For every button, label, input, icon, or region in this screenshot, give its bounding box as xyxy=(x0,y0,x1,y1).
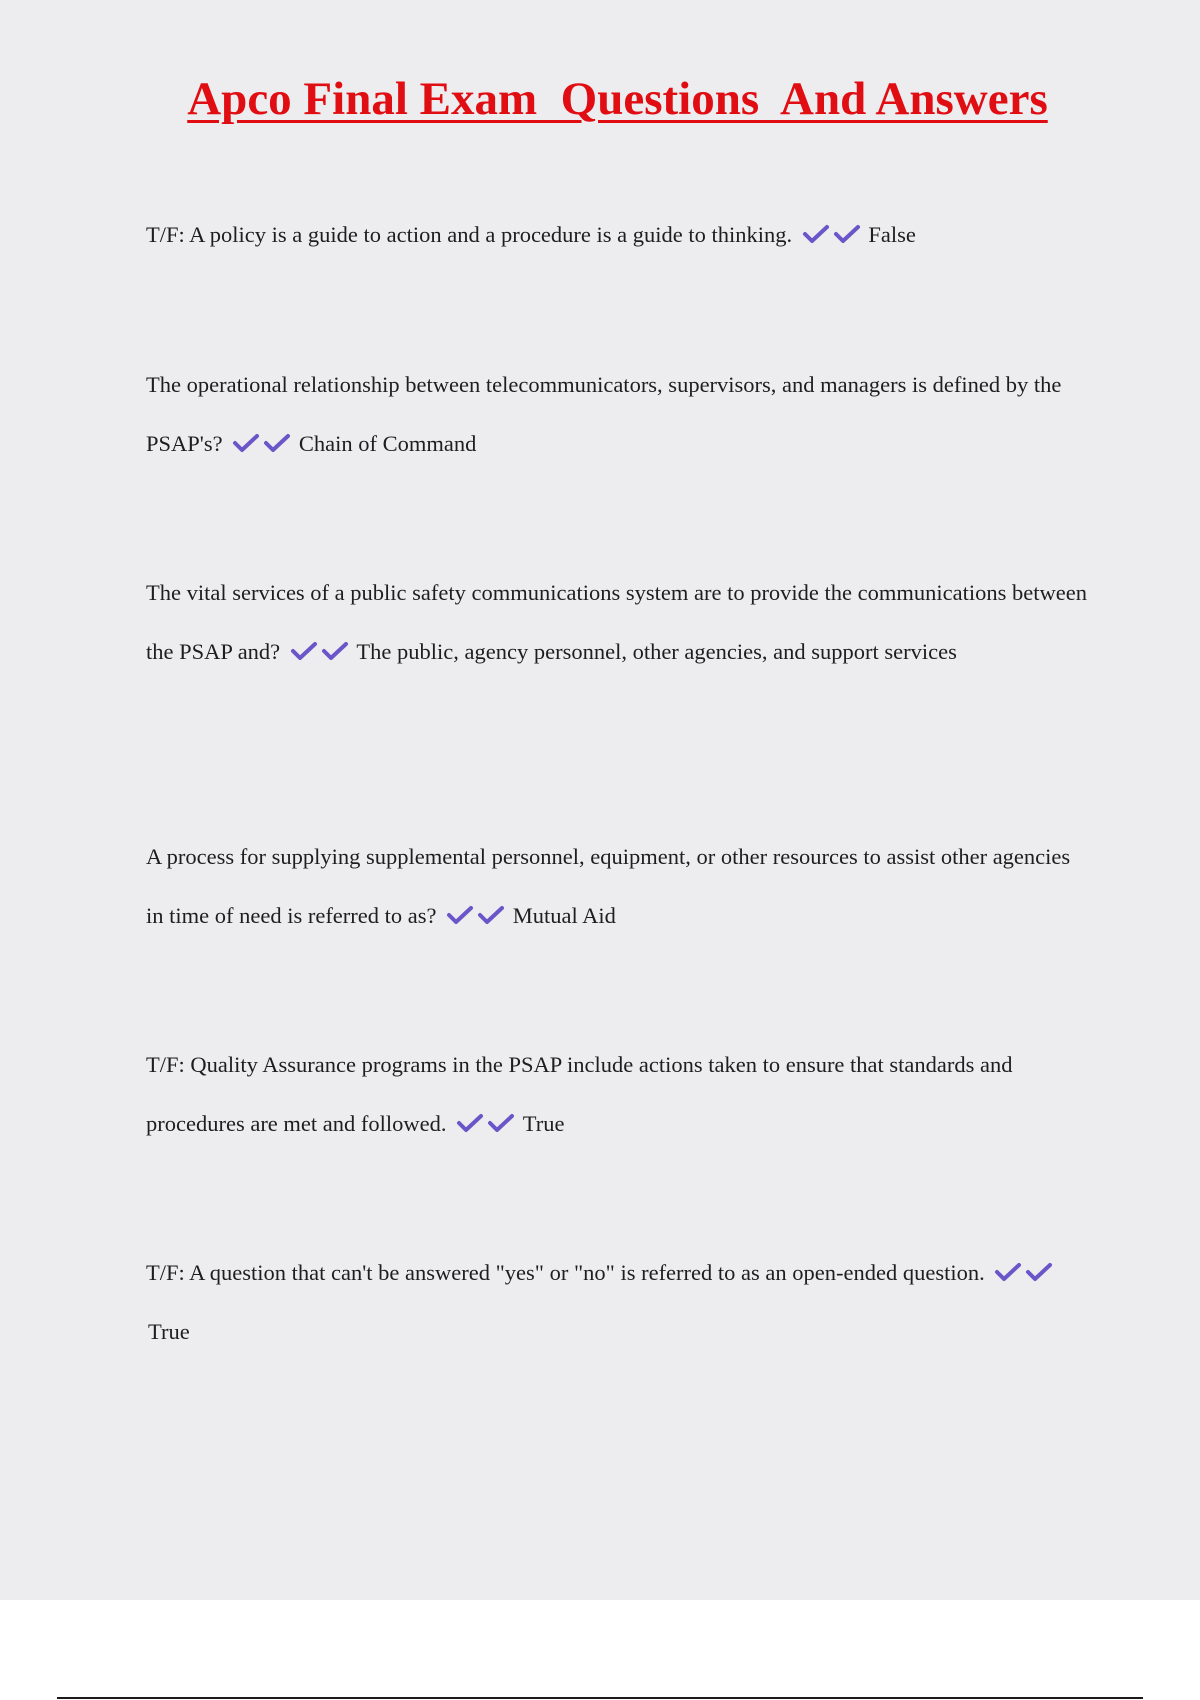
question-text: The operational relationship between telecommunicators, supervisors, and managers is defined by the PSAP's? xyxy=(146,372,1062,456)
answer-text: Chain of Command xyxy=(298,431,477,456)
checkmark-icon xyxy=(456,1113,484,1133)
question-text: T/F: A question that can't be answered "yes" or "no" is referred to as an open-ended question. xyxy=(146,1260,985,1285)
page-footer-rule xyxy=(57,1697,1143,1699)
document-title: Apco Final Exam Questions And Answers xyxy=(187,73,1048,125)
checkmark-icon xyxy=(290,641,318,661)
checkmark-icon xyxy=(321,641,349,661)
checkmark-icon xyxy=(994,1262,1022,1282)
question-text: The vital services of a public safety communications system are to provide the communications between the PSAP and? xyxy=(146,580,1087,664)
checkmark-icon xyxy=(487,1113,515,1133)
qa-item xyxy=(146,563,1091,681)
qa-item xyxy=(146,1243,1091,1361)
checkmark-icon xyxy=(477,905,505,925)
question-text: A process for supplying supplemental personnel, equipment, or other resources to assist other agencies in time of need is referred to as? xyxy=(146,844,1071,928)
answer-text: True xyxy=(522,1111,565,1136)
question-text: T/F: A policy is a guide to action and a procedure is a guide to thinking. xyxy=(146,222,793,247)
checkmark-icon xyxy=(802,224,830,244)
checkmark-icon xyxy=(263,433,291,453)
checkmark-icon xyxy=(833,224,861,244)
checkmark-icon xyxy=(232,433,260,453)
qa-item xyxy=(146,1035,1091,1153)
checkmark-icon xyxy=(1025,1262,1053,1282)
checkmark-icon xyxy=(446,905,474,925)
question-text: T/F: Quality Assurance programs in the PSAP include actions taken to ensure that standards and procedures are met and followed. xyxy=(146,1052,1013,1136)
answer-text: Mutual Aid xyxy=(512,903,616,928)
answer-text: False xyxy=(868,222,916,247)
qa-item xyxy=(146,355,1091,473)
qa-item xyxy=(146,827,1091,945)
answer-text: True xyxy=(148,1319,190,1344)
qa-item xyxy=(146,205,1091,264)
answer-text: The public, agency personnel, other agencies, and support services xyxy=(356,639,957,664)
